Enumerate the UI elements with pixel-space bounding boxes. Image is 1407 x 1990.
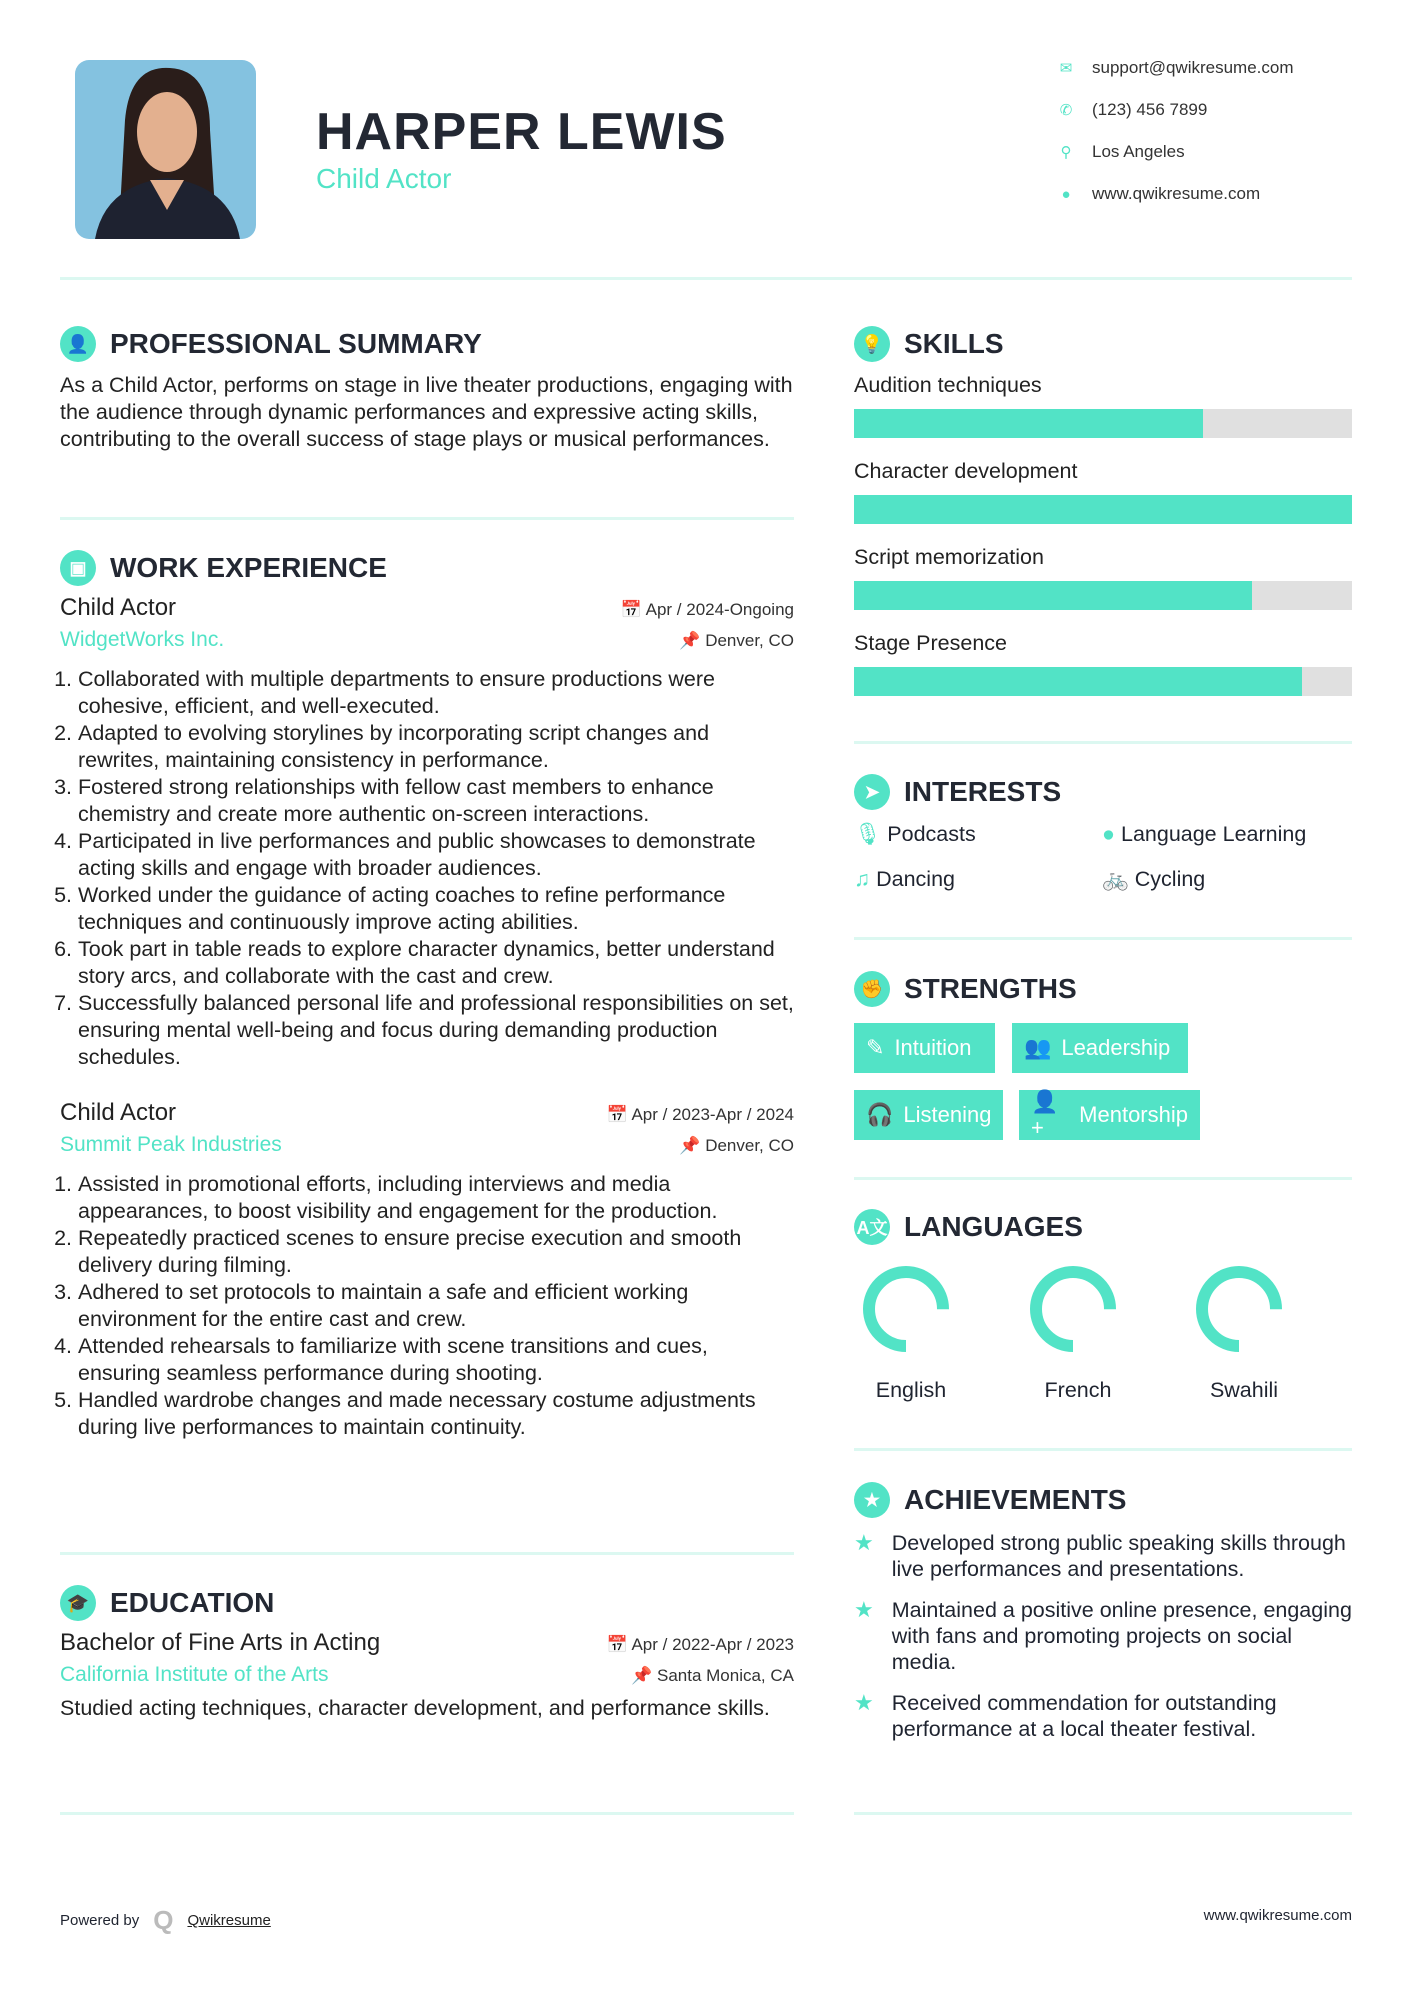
headphones-icon: 🎧 <box>866 1102 894 1127</box>
section-heading: ACHIEVEMENTS <box>904 1484 1127 1515</box>
strength-chip: 👥 Leadership <box>1012 1023 1188 1073</box>
duty-item: 4. Attended rehearsals to familiarize with scene transitions and cues, ensuring seamless performance during shooting. <box>78 1333 794 1387</box>
map-pin-icon: ⚲ <box>1060 144 1072 161</box>
strengths-section <box>854 969 1352 1149</box>
phone-text: (123) 456 7899 <box>1092 100 1208 119</box>
qwikresume-logo-icon: Q <box>153 1905 174 1935</box>
skill-bar <box>854 581 1352 610</box>
phone-icon: ✆ <box>1059 102 1073 119</box>
strength-chip: 🎧 Listening <box>854 1090 1003 1140</box>
language-name: French <box>1044 1378 1112 1402</box>
language-name: English <box>875 1378 947 1402</box>
divider <box>60 517 794 520</box>
section-heading: STRENGTHS <box>904 973 1077 1004</box>
star-icon: ★ <box>854 1690 874 1715</box>
contact-website[interactable] <box>1058 184 1260 204</box>
language-name: Swahili <box>1209 1378 1279 1402</box>
contact-email[interactable] <box>1058 58 1294 78</box>
duty-item: 3. Fostered strong relationships with fellow cast members to enhance chemistry and create more authentic on-screen interactions. <box>78 774 794 828</box>
briefcase-icon: ▣ <box>60 550 96 586</box>
duty-item: 3. Adhered to set protocols to maintain a safe and efficient working environment for the entire cast and crew. <box>78 1279 794 1333</box>
skill-bar-fill <box>854 581 1252 610</box>
music-note-icon: ♫ <box>854 867 871 891</box>
divider <box>854 937 1352 940</box>
divider <box>854 741 1352 744</box>
skill-item <box>854 544 1352 610</box>
duty-item: 2. Repeatedly practiced scenes to ensure precise execution and smooth delivery during filming. <box>78 1225 794 1279</box>
email-text: support@qwikresume.com <box>1092 58 1294 77</box>
job-location: 📌 Denver, CO <box>679 1136 794 1155</box>
education-text: Studied acting techniques, character development, and performance skills. <box>60 1696 770 1720</box>
brand-link[interactable]: Qwikresume <box>187 1912 271 1929</box>
contact-location <box>1058 142 1185 162</box>
strength-chip: ✎ Intuition <box>854 1023 995 1073</box>
language-ring <box>862 1265 950 1353</box>
skill-name: Character development <box>854 459 1078 483</box>
skill-bar <box>854 409 1352 438</box>
award-icon: ★ <box>854 1482 890 1518</box>
company-name: WidgetWorks Inc. <box>60 628 225 651</box>
duty-item: 7. Successfully balanced personal life and professional responsibilities on set, ensuring mental well-being and focus during demanding production schedules. <box>78 990 794 1071</box>
website-text: www.qwikresume.com <box>1092 184 1261 203</box>
edu-date: 📅 Apr / 2022-Apr / 2023 <box>606 1635 794 1654</box>
star-icon: ★ <box>854 1530 874 1555</box>
skill-bar <box>854 495 1352 524</box>
header-divider <box>60 277 1352 280</box>
section-heading: LANGUAGES <box>904 1211 1083 1242</box>
skill-item <box>854 630 1352 696</box>
skill-bar <box>854 667 1352 696</box>
interest-item: ● Language Learning <box>1102 822 1307 846</box>
section-heading: WORK EXPERIENCE <box>110 552 387 583</box>
skill-name: Script memorization <box>854 545 1044 569</box>
language-icon: A文 <box>854 1209 890 1245</box>
achievement-item: ★ Developed strong public speaking skills through live performances and presentations. <box>854 1530 1346 1581</box>
envelope-icon: ✉ <box>1059 60 1073 77</box>
achievements-section <box>854 1480 1352 1757</box>
location-text: Los Angeles <box>1092 142 1185 161</box>
section-heading: INTERESTS <box>904 776 1062 807</box>
footer-url[interactable]: www.qwikresume.com <box>1203 1907 1352 1924</box>
job-location: 📌 Denver, CO <box>679 631 794 650</box>
user-icon: 👤 <box>60 326 96 362</box>
skill-name: Stage Presence <box>854 631 1007 655</box>
education-section <box>60 1583 794 1722</box>
globe-icon: ● <box>1061 185 1071 203</box>
user-plus-icon: 👤+ <box>1031 1089 1059 1140</box>
paper-plane-icon: ➤ <box>854 774 890 810</box>
achievement-item: ★ Received commendation for outstanding performance at a local theater festival. <box>854 1690 1277 1741</box>
edu-location: 📌 Santa Monica, CA <box>631 1666 794 1685</box>
interest-item: ♫ Dancing <box>854 867 955 891</box>
strength-chip: 👤+ Mentorship <box>1019 1090 1200 1140</box>
experience-section <box>60 548 794 1441</box>
duty-item: 6. Took part in table reads to explore character dynamics, better understand story arcs, and collaborate with the cast and crew. <box>78 936 794 990</box>
skills-section <box>854 324 1352 716</box>
skill-bar-fill <box>854 495 1352 524</box>
achievement-item: ★ Maintained a positive online presence, engaging with fans and promoting projects on social media. <box>854 1597 1352 1674</box>
job-date: 📅 Apr / 2024-Ongoing <box>620 600 794 619</box>
job-date: 📅 Apr / 2023-Apr / 2024 <box>606 1105 794 1124</box>
footer-powered <box>60 1905 271 1936</box>
section-heading: SKILLS <box>904 328 1004 359</box>
candidate-title: Child Actor <box>316 163 452 194</box>
powered-by-text: Powered by <box>60 1912 140 1929</box>
job-duties <box>60 666 794 1071</box>
lightbulb-icon: 💡 <box>854 326 890 362</box>
summary-text: As a Child Actor, performs on stage in live theater productions, engaging with the audience through dynamic performances and expressive acting skills, contributing to the overall success of stage plays or musical performances. <box>60 373 793 451</box>
language-ring <box>1195 1265 1283 1353</box>
contact-phone <box>1058 100 1207 120</box>
job-duties <box>60 1171 794 1441</box>
divider <box>854 1448 1352 1451</box>
section-heading: PROFESSIONAL SUMMARY <box>110 328 482 359</box>
duty-item: 4. Participated in live performances and public showcases to demonstrate acting skills and engage with broader audiences. <box>78 828 794 882</box>
users-icon: 👥 <box>1024 1035 1052 1060</box>
star-icon: ★ <box>854 1597 874 1622</box>
candidate-name: HARPER LEWIS <box>316 103 727 161</box>
microphone-icon: 🎙 <box>854 822 882 846</box>
duty-item: 5. Handled wardrobe changes and made necessary costume adjustments during live performances to maintain continuity. <box>78 1387 794 1441</box>
interests-section <box>854 772 1352 892</box>
fist-icon: ✊ <box>854 971 890 1007</box>
bicycle-icon: 🚲 <box>1102 867 1129 891</box>
skill-item <box>854 458 1352 524</box>
languages-section <box>854 1207 1352 1427</box>
summary-section <box>60 324 794 453</box>
skill-bar-fill <box>854 409 1203 438</box>
divider <box>60 1812 794 1815</box>
job-title: Child Actor <box>60 594 177 621</box>
skill-item <box>854 372 1352 438</box>
graduation-icon: 🎓 <box>60 1585 96 1621</box>
section-heading: EDUCATION <box>110 1587 275 1618</box>
divider <box>854 1177 1352 1180</box>
company-name: Summit Peak Industries <box>60 1133 282 1156</box>
duty-item: 1. Collaborated with multiple departments to ensure productions were cohesive, efficient, and well-executed. <box>78 666 794 720</box>
duty-item: 5. Worked under the guidance of acting coaches to refine performance techniques and continuously improve acting abilities. <box>78 882 794 936</box>
skill-bar-fill <box>854 667 1302 696</box>
interest-item: 🎙 Podcasts <box>854 822 976 846</box>
interest-item: 🚲 Cycling <box>1102 867 1206 891</box>
skill-name: Audition techniques <box>854 373 1042 397</box>
school-name: California Institute of the Arts <box>60 1663 329 1686</box>
degree: Bachelor of Fine Arts in Acting <box>60 1629 381 1656</box>
profile-photo <box>75 60 256 239</box>
divider <box>60 1552 794 1555</box>
duty-item: 1. Assisted in promotional efforts, including interviews and media appearances, to boost visibility and engagement for the production. <box>78 1171 794 1225</box>
magic-wand-icon: ✎ <box>866 1035 885 1060</box>
job-entry <box>60 594 794 1071</box>
globe-icon: ● <box>1102 822 1115 846</box>
duty-item: 2. Adapted to evolving storylines by incorporating script changes and rewrites, maintaining consistency in performance. <box>78 720 794 774</box>
divider <box>854 1812 1352 1815</box>
language-ring <box>1029 1265 1117 1353</box>
job-entry <box>60 1099 794 1441</box>
job-title: Child Actor <box>60 1099 177 1126</box>
